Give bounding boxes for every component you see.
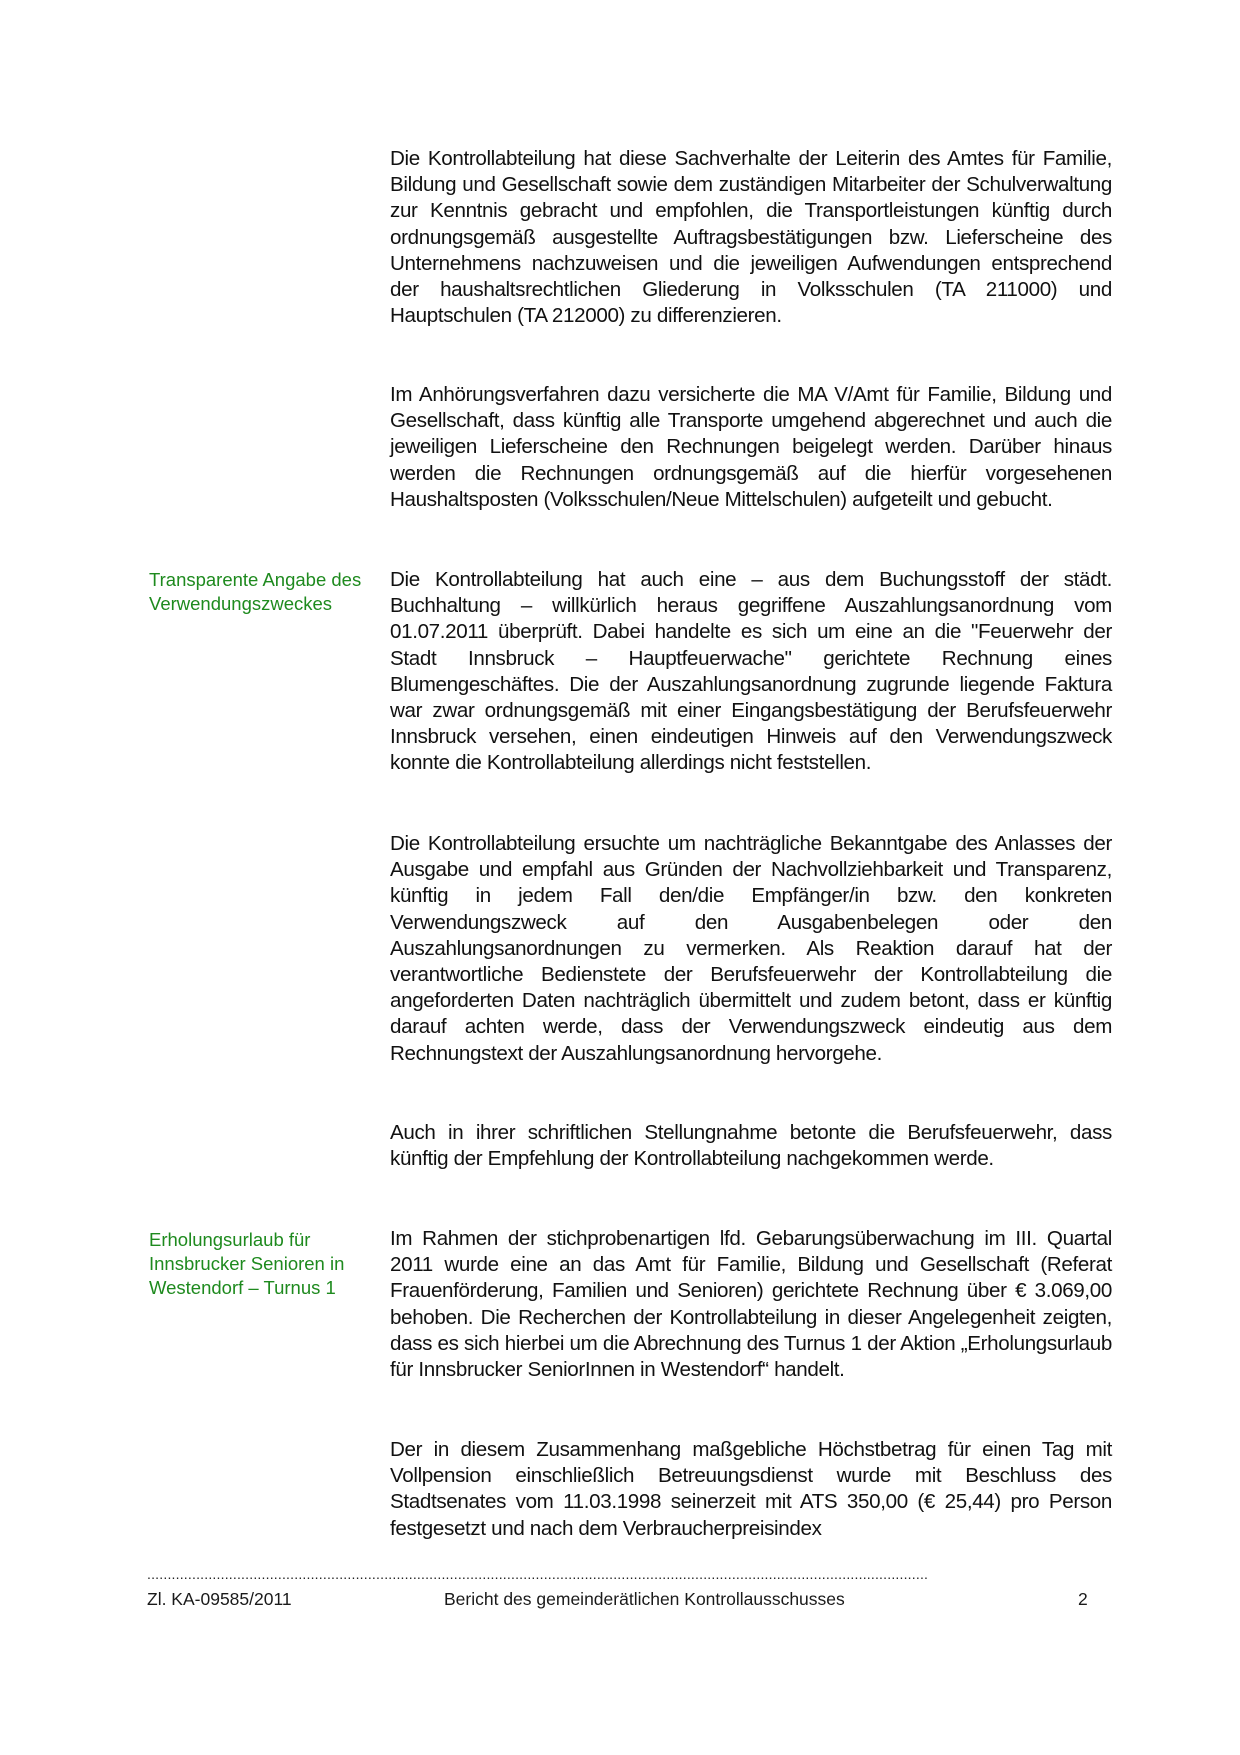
footer-dotted-rule: ............................................................................................................................................................................................... (147, 1568, 929, 1580)
paragraph-invoice-review: Im Rahmen der stichprobenartigen lfd. Gebarungsüberwachung im III. Quartal 2011 wurde eine an das Amt für Familie, Bildung und Gesellschaft (Referat Frauenförderung, Familien und Senioren) gerichtete Rechnung über € 3.069,00 behoben. Die Recherchen der Kontrollabteilung in dieser Angelegenheit zeigten, dass es sich hierbei um die Abrechnung des Turnus 1 der Aktion „Erholungsurlaub für Innsbrucker SeniorInnen in Westendorf“ handelt. (390, 1227, 1112, 1382)
footer-title: Bericht des gemeinderätlichen Kontrollausschusses (444, 1589, 845, 1609)
margin-note-transparency: Transparente Angabe des Verwendungszweckes (149, 569, 362, 614)
footer-reference: Zl. KA-09585/2011 (147, 1589, 292, 1609)
paragraph-fire-department-statement: Auch in ihrer schriftlichen Stellungnahme betonte die Berufsfeuerwehr, dass künftig der Empfehlung der Kontrollabteilung nachgekommen werde. (390, 1121, 1112, 1171)
footer-page-number: 2 (1078, 1589, 1088, 1609)
paragraph-disclosure-request: Die Kontrollabteilung ersuchte um nachträgliche Bekanntgabe des Anlasses der Ausgabe und empfahl aus Gründen der Nachvollziehbarkeit und Transparenz, künftig in jedem Fall den/die Empfänger/in bzw. den konkreten Verwendungszweck auf den Ausgabenbelegen oder den Auszahlungsanordnungen zu vermerken. Als Reaktion darauf hat der verantwortliche Bedienstete der Berufsfeuerwehr der Kontrollabteilung die angeforderten Daten nachträglich übermittelt und zudem betont, dass er künftig darauf achten werde, dass der Verwendungszweck eindeutig aus dem Rechnungstext der Auszahlungsanordnung hervorgehe. (390, 832, 1112, 1065)
paragraph-hearing-response: Im Anhörungsverfahren dazu versicherte die MA V/Amt für Familie, Bildung und Gesellschaft, dass künftig alle Transporte umgehend abgerechnet und auch die jeweiligen Lieferscheine den Rechnungen beigelegt werden. Darüber hinaus werden die Rechnungen ordnungsgemäß auf die hierfür vorgesehenen Haushaltsposten (Volksschulen/Neue Mittelschulen) aufgeteilt und gebucht. (390, 383, 1112, 511)
paragraph-payment-order-check: Die Kontrollabteilung hat auch eine – aus dem Buchungsstoff der städt. Buchhaltung – willkürlich heraus gegriffene Auszahlungsanordnung vom 01.07.2011 überprüft. Dabei handelte es sich um eine an die "Feuerwehr der Stadt Innsbruck – Hauptfeuerwache" gerichtete Rechnung eines Blumengeschäftes. Die der Auszahlungsanordnung zugrunde liegende Faktura war zwar ordnungsgemäß mit einer Eingangsbestätigung der Berufsfeuerwehr Innsbruck versehen, einen eindeutigen Hinweis auf den Verwendungszweck konnte die Kontrollabteilung allerdings nicht feststellen. (390, 568, 1112, 775)
paragraph-maximum-amount: Der in diesem Zusammenhang maßgebliche Höchstbetrag für einen Tag mit Vollpension einschließlich Betreuungsdienst wurde mit Beschluss des Stadtsenates vom 11.03.1998 seinerzeit mit ATS 350,00 (€ 25,44) pro Person festgesetzt und nach dem Verbraucherpreisindex (390, 1438, 1112, 1540)
paragraph-recommendation-transport: Die Kontrollabteilung hat diese Sachverhalte der Leiterin des Amtes für Familie, Bildung und Gesellschaft sowie dem zuständigen Mitarbeiter der Schulverwaltung zur Kenntnis gebracht und empfohlen, die Transportleistungen künftig durch ordnungsgemäß ausgestellte Auftragsbestätigungen bzw. Lieferscheine des Unternehmens nachzuweisen und die jeweiligen Aufwendungen entsprechend der haushaltsrechtlichen Gliederung in Volksschulen (TA 211000) und Hauptschulen (TA 212000) zu differenzieren. (390, 147, 1112, 328)
margin-note-senior-holiday: Erholungsurlaub für Innsbrucker Senioren in Westendorf – Turnus 1 (149, 1229, 345, 1298)
